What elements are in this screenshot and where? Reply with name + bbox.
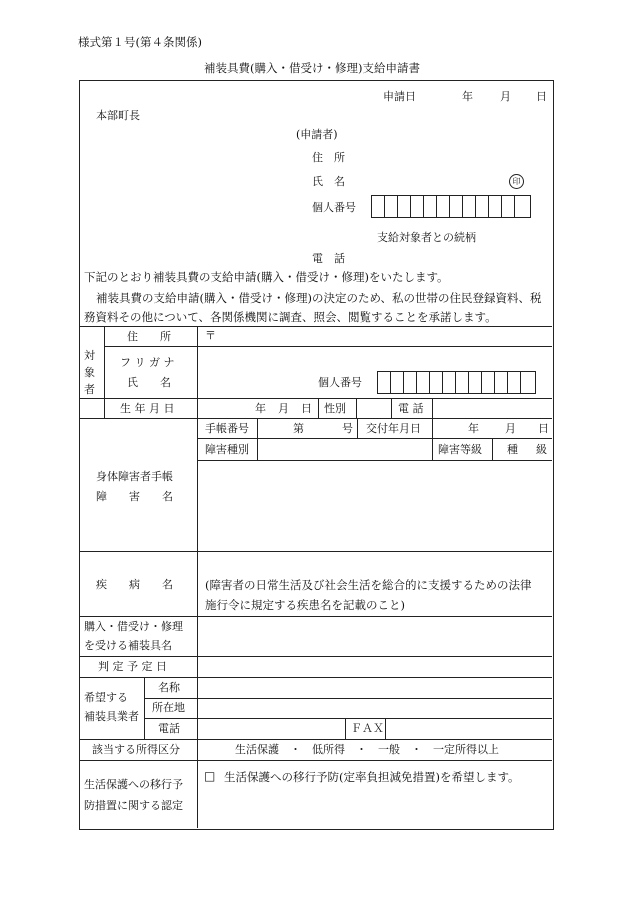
application-date-field[interactable] [420, 88, 545, 104]
welfare-label-line2: 防措置に関する認定 [84, 799, 183, 812]
birth-year-label: 年 [255, 402, 266, 415]
disease-note-line2: 施行令に規定する疾患名を記載のこと) [205, 598, 405, 612]
device-label-line1: 購入・借受け・修理 [84, 620, 183, 633]
vendor-location-label: 所在地 [152, 701, 185, 714]
issue-day-label: 日 [538, 422, 549, 435]
issue-date-label: 交付年月日 [366, 422, 421, 435]
form-title: 補装具費(購入・借受け・修理)支給申請書 [204, 61, 420, 75]
applicant-address-label: 住 所 [312, 151, 345, 164]
welfare-checkbox[interactable]: □ [204, 769, 216, 783]
subject-name-field[interactable] [202, 350, 312, 394]
applicant-phone-field[interactable] [360, 249, 540, 267]
birth-month-label: 月 [278, 402, 289, 415]
disability-name-field[interactable] [200, 462, 550, 550]
applicant-name-field[interactable] [360, 172, 500, 190]
vendor-location-field[interactable] [200, 700, 550, 717]
application-date-label: 申請日 [383, 90, 416, 103]
form-number: 様式第１号(第４条関係) [78, 35, 202, 49]
applicant-personal-number-boxes[interactable] [371, 195, 531, 218]
consent-statement-line2: 務資料その他について、各関係機関に調査、照会、閲覧することを承諾します。 [84, 310, 497, 324]
income-label: 該当する所得区分 [92, 743, 180, 756]
consent-statement-line1: 補装具費の支給申請(購入・借受け・修理)の決定のため、私の世帯の住民登録資料、税 [96, 291, 542, 305]
application-day-label: 日 [536, 90, 547, 103]
applicant-address-field[interactable] [360, 148, 540, 166]
applicant-phone-label: 電 話 [312, 252, 345, 265]
applicant-heading: (申請者) [296, 128, 338, 141]
issue-year-label: 年 [468, 422, 479, 435]
welfare-label-line1: 生活保護への移行予 [84, 778, 183, 791]
handbook-number-field[interactable] [259, 420, 355, 437]
vendor-label-line1: 希望する [84, 691, 128, 704]
birth-day-label: 日 [301, 402, 312, 415]
subject-personal-number-boxes[interactable] [377, 371, 536, 394]
disability-grade-label: 障害等級 [438, 443, 482, 456]
seal-mark: 印 [509, 174, 524, 189]
vendor-name-label: 名称 [158, 681, 180, 694]
handbook-label-line2: 障 害 名 [96, 490, 173, 503]
subject-address-label: 住 所 [127, 330, 171, 343]
subject-phone-label: 電 話 [398, 402, 424, 415]
sex-label: 性別 [324, 402, 346, 415]
judgment-date-field[interactable] [200, 658, 550, 676]
device-label-line2: を受ける補装具名 [84, 639, 172, 652]
issue-month-label: 月 [505, 422, 516, 435]
vendor-fax-label: ＦＡＸ [351, 722, 384, 735]
subject-section-label-1: 対 [84, 349, 95, 362]
request-statement: 下記のとおり補装具費の支給申請(購入・借受け・修理)をいたします。 [84, 270, 449, 284]
grade-shu: 種 [507, 443, 518, 456]
handbook-label-line1: 身体障害者手帳 [96, 470, 173, 483]
judgment-date-label: 判 定 予 定 日 [98, 660, 167, 673]
applicant-name-label: 氏 名 [312, 175, 345, 188]
furigana-label: フ リ ガ ナ [120, 356, 175, 369]
application-month-label: 月 [500, 90, 511, 103]
sex-field[interactable] [358, 400, 390, 417]
vendor-phone-field[interactable] [200, 720, 343, 738]
vendor-phone-label: 電話 [158, 722, 180, 735]
disability-type-field[interactable] [259, 441, 430, 459]
disease-note-line1: (障害者の日常生活及び社会生活を総合的に支援するための法律 [205, 578, 532, 592]
subject-section-label-3: 者 [84, 383, 95, 396]
handbook-go: 号 [342, 422, 353, 435]
grade-kyu: 級 [536, 443, 547, 456]
applicant-personal-number-label: 個人番号 [312, 201, 356, 214]
subject-section-label-2: 象 [84, 366, 95, 379]
subject-name-label: 氏 名 [127, 376, 171, 389]
subject-phone-field[interactable] [434, 400, 550, 417]
birth-date-label: 生 年 月 日 [120, 402, 175, 415]
application-year-label: 年 [462, 90, 473, 103]
income-options[interactable]: 生活保護 ・ 低所得 ・ 一般 ・ 一定所得以上 [235, 743, 499, 756]
vendor-label-line2: 補装具業者 [84, 710, 139, 723]
issue-date-field[interactable] [434, 420, 550, 437]
welfare-checkbox-label: 生活保護への移行予防(定率負担減免措置)を希望します。 [224, 770, 520, 784]
postal-mark: 〒 [205, 329, 216, 342]
subject-address-field[interactable] [220, 328, 546, 345]
disability-type-label: 障害種別 [205, 443, 249, 456]
vendor-fax-field[interactable] [388, 720, 550, 738]
handbook-number-label: 手帳番号 [205, 422, 249, 435]
subject-personal-number-label: 個人番号 [318, 376, 362, 389]
device-name-field[interactable] [200, 618, 550, 654]
disease-label: 疾 病 名 [96, 578, 173, 591]
handbook-dai: 第 [293, 422, 304, 435]
relationship-label: 支給対象者との続柄 [377, 231, 476, 244]
addressee: 本部町長 [96, 109, 140, 122]
vendor-name-field[interactable] [200, 679, 550, 697]
